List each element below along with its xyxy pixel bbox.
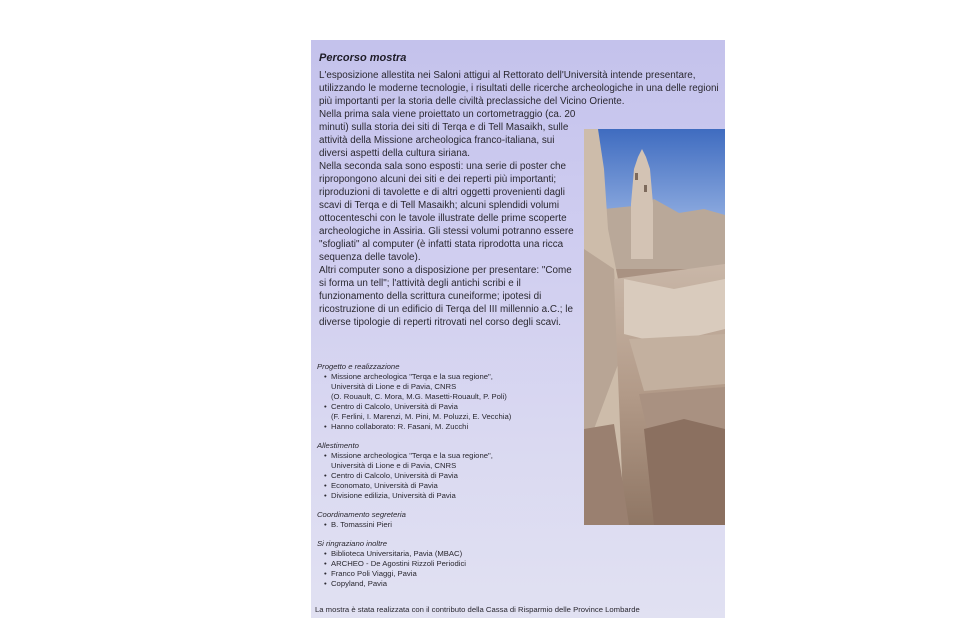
paragraph-second-room: Nella seconda sala sono esposti: una serie di poster che ripropongono alcuni dei siti e dei reperti più importanti; riproduzioni di tavolette e di altri oggetti provenienti dagli scavi di Terqa e di Tell Masaikh; alcuni splendidi volumi ottocenteschi con le tavole illustrate delle prime scoperte archeologiche in Assiria. Gli stessi volumi potranno essere "sfogliati" al computer (è infatti stata riprodotta una ricca sequenza delle tavole).	[319, 161, 574, 263]
list-item: • Centro di Calcolo, Università di Pavia	[324, 471, 577, 481]
exhibition-description	[319, 108, 581, 329]
excavation-photo	[584, 129, 725, 525]
list-item: • Missione archeologica "Terqa e la sua regione", Università di Lione e di Pavia, CNRS	[324, 451, 577, 471]
list-item: • Copyland, Pavia	[324, 579, 577, 589]
list-item: • ARCHEO - De Agostini Rizzoli Periodici	[324, 559, 577, 569]
list-item: • Biblioteca Universitaria, Pavia (MBAC)	[324, 549, 577, 559]
intro-paragraph: L'esposizione allestita nei Saloni attigui al Rettorato dell'Università intende presentare, utilizzando le moderne tecnologie, i risultati delle ricerche archeologiche in una delle regioni più importanti per la storia delle civiltà preclassiche del Vicino Oriente.	[319, 70, 719, 107]
credits-coordinamento	[317, 510, 577, 530]
sponsor-note: La mostra è stata realizzata con il contributo della Cassa di Risparmio delle Province Lombarde	[315, 605, 640, 614]
credits-ringraziamenti	[317, 539, 577, 589]
page-title: Percorso mostra	[319, 52, 407, 64]
credits-progetto	[317, 362, 577, 432]
section-title: Progetto e realizzazione	[317, 362, 400, 371]
list-item: • Franco Poli Viaggi, Pavia	[324, 569, 577, 579]
section-title: Si ringraziano inoltre	[317, 539, 388, 548]
credits-allestimento	[317, 441, 577, 501]
credits-section	[317, 362, 577, 598]
list-item: • Hanno collaborato: R. Fasani, M. Zucchi	[324, 422, 577, 432]
list-item: • Centro di Calcolo, Università di Pavia (F. Ferlini, I. Marenzi, M. Pini, M. Poluzzi, E. Vecchia)	[324, 402, 577, 422]
paragraph-first-room: Nella prima sala viene proiettato un cortometraggio (ca. 20 minuti) sulla storia dei siti di Terqa e di Tell Masaikh, sulle attività della Missione archeologica franco-italiana, sui diversi aspetti della cultura siriana.	[319, 109, 576, 159]
list-item: • B. Tomassini Pieri	[324, 520, 577, 530]
list-item: • Economato, Università di Pavia	[324, 481, 577, 491]
section-title: Coordinamento segreteria	[317, 510, 406, 519]
section-title: Allestimento	[317, 441, 359, 450]
list-item: • Missione archeologica "Terqa e la sua regione", Università di Lione e di Pavia, CNRS (O. Rouault, C. Mora, M.G. Masetti-Rouault, P. Poli)	[324, 372, 577, 402]
list-item: • Divisione edilizia, Università di Pavia	[324, 491, 577, 501]
brochure-page	[311, 40, 725, 618]
paragraph-computers: Altri computer sono a disposizione per presentare: "Come si forma un tell"; l'attività degli antichi scribi e il funzionamento della scrittura cuneiforme; ipotesi di ricostruzione di un edificio di Terqa del III millennio a.C.; le diverse tipologie di reperti ritrovati nel corso degli scavi.	[319, 265, 573, 328]
